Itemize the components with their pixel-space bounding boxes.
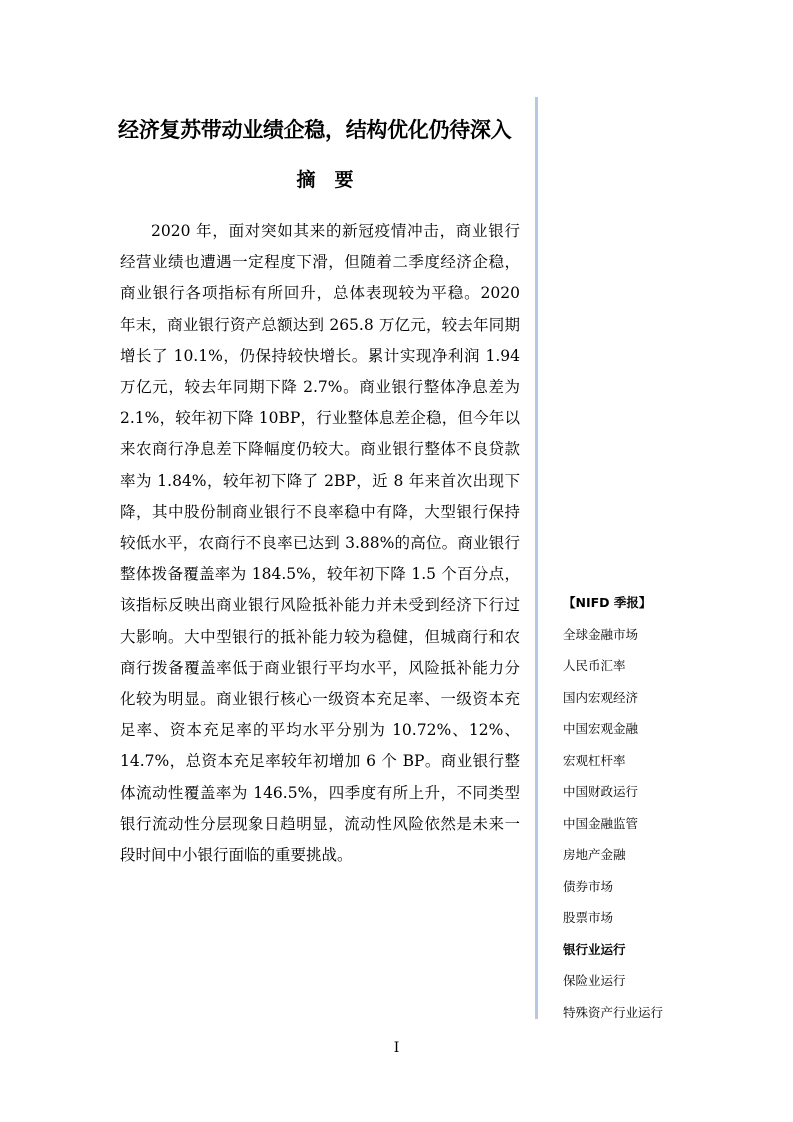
- page-number: I: [393, 1040, 400, 1056]
- sidebar-item-insurance-operation[interactable]: 保险业运行: [563, 973, 626, 988]
- sidebar-item-domestic-macro-economy[interactable]: 国内宏观经济: [563, 689, 639, 705]
- sidebar-item-financial-regulation[interactable]: 中国金融监管: [563, 815, 639, 831]
- sidebar-item-stock-market[interactable]: 股票市场: [563, 910, 614, 925]
- vertical-divider: [535, 97, 538, 1019]
- sidebar-item-bond-market[interactable]: 债券市场: [563, 878, 614, 894]
- sidebar-item-macro-leverage[interactable]: 宏观杠杆率: [563, 752, 626, 768]
- sidebar-item-rmb-exchange-rate[interactable]: 人民币汇率: [563, 658, 626, 673]
- sidebar-item-china-macro-finance[interactable]: 中国宏观金融: [563, 721, 639, 736]
- sidebar-item-fiscal-operation[interactable]: 中国财政运行: [563, 784, 639, 799]
- sidebar-item-banking-operation[interactable]: 银行业运行: [563, 941, 626, 957]
- abstract-heading: 摘 要: [296, 169, 354, 191]
- report-title: 经济复苏带动业绩企稳，结构优化仍待深入: [118, 118, 512, 142]
- sidebar-item-special-assets[interactable]: 特殊资产行业运行: [563, 1004, 664, 1020]
- abstract-paragraph: 2020 年，面对突如其来的新冠疫情冲击，商业银行经营业绩也遭遇一定程度下滑，但随着二季度经济企稳，商业银行各项指标有所回升，总体表现较为平稳。2020 年末，商业银行资产总额达到 265.8 万亿元，较去年同期增长了 10.1%，仍保持较快增长。累计实现净利润 1.94 万亿元，较去年同期下降 2.7%。商业银行整体净息差为 2.1%，较年初下降 10BP，行业整体息差企稳，但今年以来农商行净息差下降幅度仍较大。商业银行整体不良贷款率为 1.84%，较年初下降了 2BP，近 8 年来首次出现下降，其中股份制商业银行不良率稳中有降，大型银行保持较低水平，农商行不良率已达到 3.88%的高位。商业银行整体拨备覆盖率为 184.5%，较年初下降 1.5 个百分点，该指标反映出商业银行风险抵补能力并未受到经济下行过大影响。大中型银行的抵补能力较为稳健，但城商行和农商行拨备覆盖率低于商业银行平均水平，风险抵补能力分化较为明显。商业银行核心一级资本充足率、一级资本充足率、资本充足率的平均水平分别为 10.72%、12%、14.7%，总资本充足率较年初增加 6 个 BP。商业银行整体流动性覆盖率为 146.5%，四季度有所上升，不同类型银行流动性分层现象日趋明显，流动性风险依然是未来一段时间中小银行面临的重要挑战。: [120, 222, 520, 865]
- sidebar-title: 【NIFD 季报】: [563, 595, 652, 610]
- sidebar-item-global-financial-markets[interactable]: 全球金融市场: [563, 626, 639, 642]
- sidebar-item-real-estate-finance[interactable]: 房地产金融: [563, 847, 626, 862]
- nifd-sidebar: [563, 592, 763, 1033]
